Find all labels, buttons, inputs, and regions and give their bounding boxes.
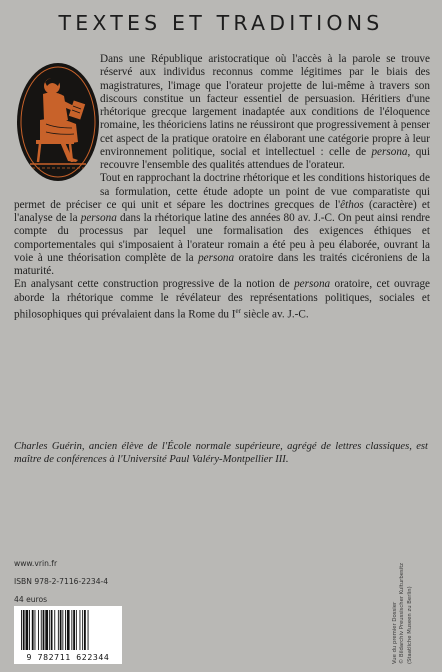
barcode-bar bbox=[49, 610, 50, 650]
author-note: Charles Guérin, ancien élève de l'École normale supérieure, agrégé de lettres classiques, est maître de conférences à l'Université Paul Valéry-Montpellier III. bbox=[14, 441, 428, 465]
price-text: 44 euros bbox=[14, 595, 48, 604]
barcode-bar bbox=[43, 610, 45, 650]
barcode-bar bbox=[51, 610, 53, 650]
italic-term: persona bbox=[80, 212, 117, 224]
barcode-bar bbox=[88, 610, 89, 650]
barcode-bar bbox=[73, 610, 75, 650]
series-title: TEXTES ET TRADITIONS bbox=[58, 11, 384, 35]
barcode-bar bbox=[62, 610, 63, 650]
text-run: Tout en rapprochant la doctrine rhétorique et les conditions historiques de sa formulation, cette étude adopte un point de vue comparatiste qui permet de préciser ce qui unit et sépare les doctrines grecques de l' bbox=[14, 172, 430, 211]
text-run: Dans une République aristocratique où l'accès à la parole se trouve réservé aux individus reconnus comme légitimes par le biais des magistratures, l'image que l'orateur projette de lui-même à travers son discours constitue un facteur essentiel de persuasion. Héritiers d'une rhétorique grecque largement inadaptée aux conditions de l'éloquence romaine, les théoriciens latins ne réussiront que progressivement à penser cet aspect de la pratique oratoire en élaborant une catégorie propre à leur environnement politique, social et intellectuel : celle de bbox=[100, 53, 430, 158]
barcode-bar bbox=[71, 610, 72, 650]
barcode-bar bbox=[32, 610, 34, 650]
text-run: oratoire, cet ouvrage aborde la rhétorique comme le révélateur des représentations politiques, sociales et philosophiques qui prévalaient dans la Rome du I bbox=[14, 278, 431, 321]
publisher-info bbox=[14, 559, 214, 613]
image-credit-line-2: © Bildarchiv Preussischer Kulturbesitz bbox=[399, 562, 406, 664]
barcode bbox=[14, 606, 122, 664]
text-run: siècle av. J.-C. bbox=[241, 308, 309, 321]
text-run: oratoire dans les traités cicéroniens de la maturité. bbox=[14, 251, 430, 277]
italic-term: persona bbox=[198, 251, 235, 264]
barcode-bar bbox=[26, 610, 29, 650]
barcode-bar bbox=[35, 610, 36, 650]
barcode-bar bbox=[60, 610, 62, 650]
barcode-bar bbox=[29, 610, 30, 650]
barcode-bar bbox=[41, 610, 42, 650]
barcode-bar bbox=[65, 610, 66, 650]
barcode-bar bbox=[38, 610, 39, 650]
image-credit-line-3: (Staatliche Museen zu Berlin) bbox=[406, 586, 413, 664]
barcode-bars-image bbox=[20, 610, 116, 650]
image-credit-line-1: Vue du premier Dossier bbox=[392, 601, 398, 664]
barcode-bar bbox=[45, 610, 48, 650]
paragraph-3 bbox=[14, 278, 430, 321]
barcode-bar bbox=[23, 610, 25, 650]
barcode-bar bbox=[84, 610, 86, 650]
barcode-digits: 9 782711 622344 bbox=[26, 652, 110, 662]
italic-term: persona bbox=[371, 145, 408, 158]
italic-term: êthos bbox=[340, 198, 364, 211]
barcode-bar bbox=[58, 610, 59, 650]
publisher-website: www.vrin.fr bbox=[14, 559, 58, 568]
barcode-bar bbox=[54, 610, 55, 650]
image-wrap-spacer bbox=[14, 53, 100, 196]
isbn-text: ISBN 978-2-7116-2234-4 bbox=[14, 577, 109, 586]
italic-term: persona bbox=[294, 278, 331, 291]
text-run: (caractère) et l'analyse de la bbox=[14, 198, 430, 224]
description-text bbox=[14, 53, 430, 322]
barcode-bar bbox=[76, 610, 77, 650]
barcode-bar bbox=[80, 610, 81, 650]
superscript: er bbox=[235, 306, 241, 315]
barcode-bar bbox=[67, 610, 70, 650]
text-run: En analysant cette construction progressive de la notion de bbox=[14, 278, 295, 291]
text-run: dans la rhétorique latine des années 80 av. J.-C. On peut ainsi rendre compte du processus par lequel une formalisation des exigences éthiques et comportementales qui s'imposaient à l'orateur romain a été peu à peu élaborée, ouvrant la voie à une théorisation complète de la bbox=[14, 212, 430, 264]
text-run: , qui recouvre l'ensemble des qualités attendues de l'orateur. bbox=[100, 145, 430, 171]
barcode-bar bbox=[21, 610, 22, 650]
barcode-bar bbox=[82, 610, 83, 650]
image-credit bbox=[392, 563, 414, 664]
